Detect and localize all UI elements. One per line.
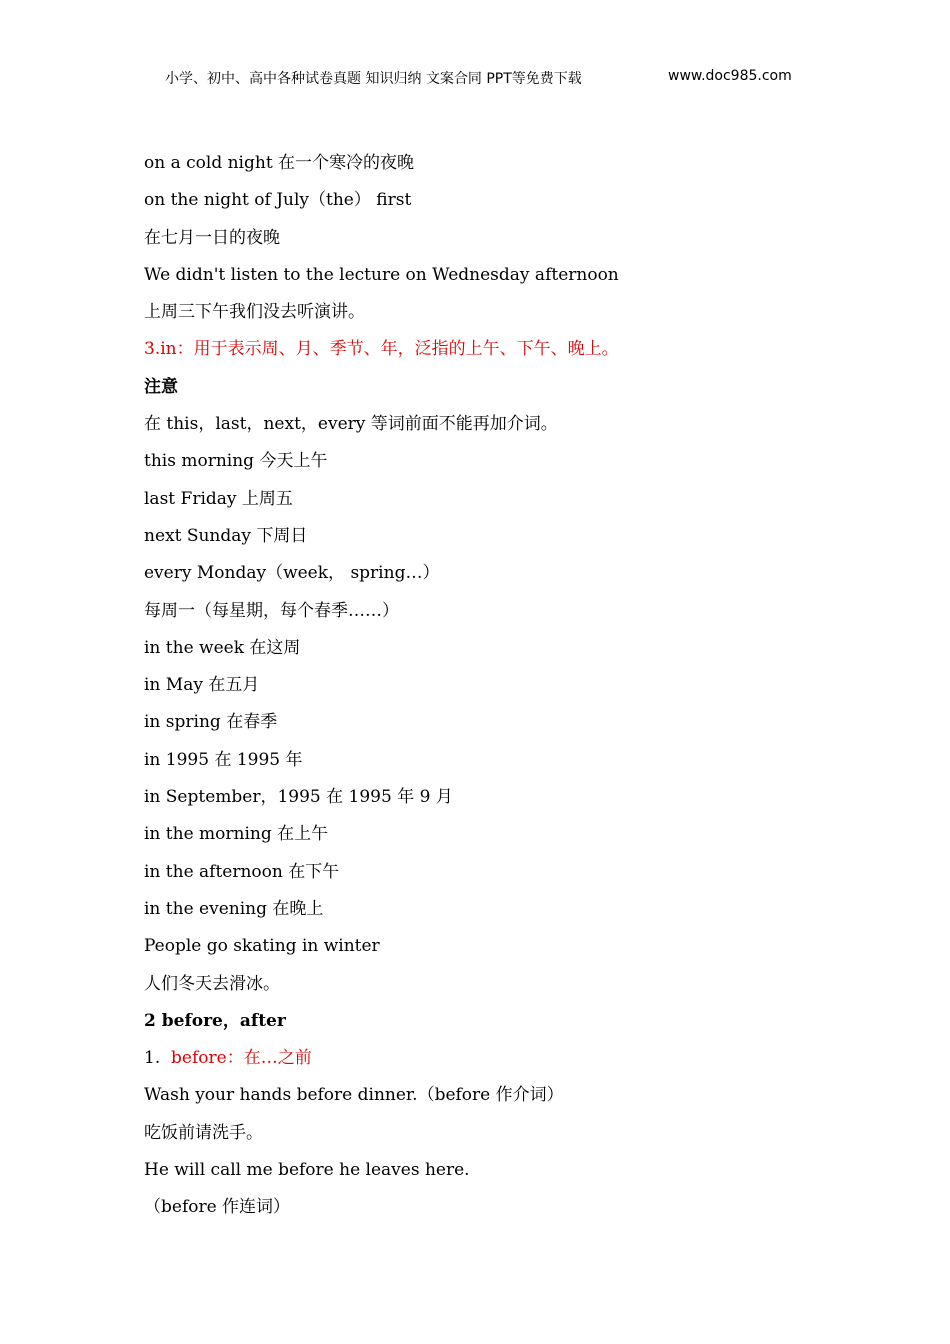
document-body: [144, 150, 904, 1232]
page-header: [0, 68, 950, 92]
text-line: 在七月一日的夜晚: [144, 227, 280, 248]
text-line: in spring 在春季: [144, 712, 278, 733]
text-line: He will call me before he leaves here.: [144, 1160, 470, 1181]
text-line: every Monday（week， spring…）: [144, 563, 440, 584]
text-line: People go skating in winter: [144, 936, 380, 957]
text-line: last Friday 上周五: [144, 488, 293, 509]
header-site-description: 小学、初中、高中各种试卷真题 知识归纳 文案合同 PPT等免费下载: [165, 71, 582, 87]
text-line: in 1995 在 1995 年: [144, 749, 303, 770]
text-line: We didn't listen to the lecture on Wednesday afternoon: [144, 264, 619, 285]
subsection-heading-before: [144, 1045, 904, 1082]
text-line: Wash your hands before dinner.（before 作介词）: [144, 1085, 564, 1106]
text-line: in May 在五月: [144, 675, 260, 696]
text-line: 人们冬天去滑冰。: [144, 973, 280, 994]
text-line: in the morning 在上午: [144, 824, 329, 845]
text-line: 每周一（每星期，每个春季……）: [144, 600, 399, 621]
note-heading: 注意: [144, 376, 178, 397]
before-definition: before：在…之前: [171, 1048, 312, 1069]
section-heading-before-after: 2 before，after: [144, 1010, 286, 1031]
text-line: 在 this，last，next，every 等词前面不能再加介词。: [144, 414, 558, 435]
section-heading-in: 3.in：用于表示周、月、季节、年，泛指的上午、下午、晚上。: [144, 339, 619, 360]
text-line: next Sunday 下周日: [144, 525, 308, 546]
text-line: in the afternoon 在下午: [144, 861, 340, 882]
text-line: this morning 今天上午: [144, 451, 328, 472]
text-line: on the night of July（the） first: [144, 190, 412, 211]
list-number: 1.: [144, 1048, 161, 1069]
text-line: 上周三下午我们没去听演讲。: [144, 302, 365, 323]
text-line: in the week 在这周: [144, 637, 301, 658]
text-line: in September，1995 在 1995 年 9 月: [144, 787, 453, 808]
text-line: （before 作连词）: [144, 1197, 291, 1218]
text-line: in the evening 在晚上: [144, 898, 324, 919]
text-line: 吃饭前请洗手。: [144, 1122, 263, 1143]
text-line: on a cold night 在一个寒冷的夜晚: [144, 153, 415, 173]
header-site-url: www.doc985.com: [668, 68, 792, 84]
